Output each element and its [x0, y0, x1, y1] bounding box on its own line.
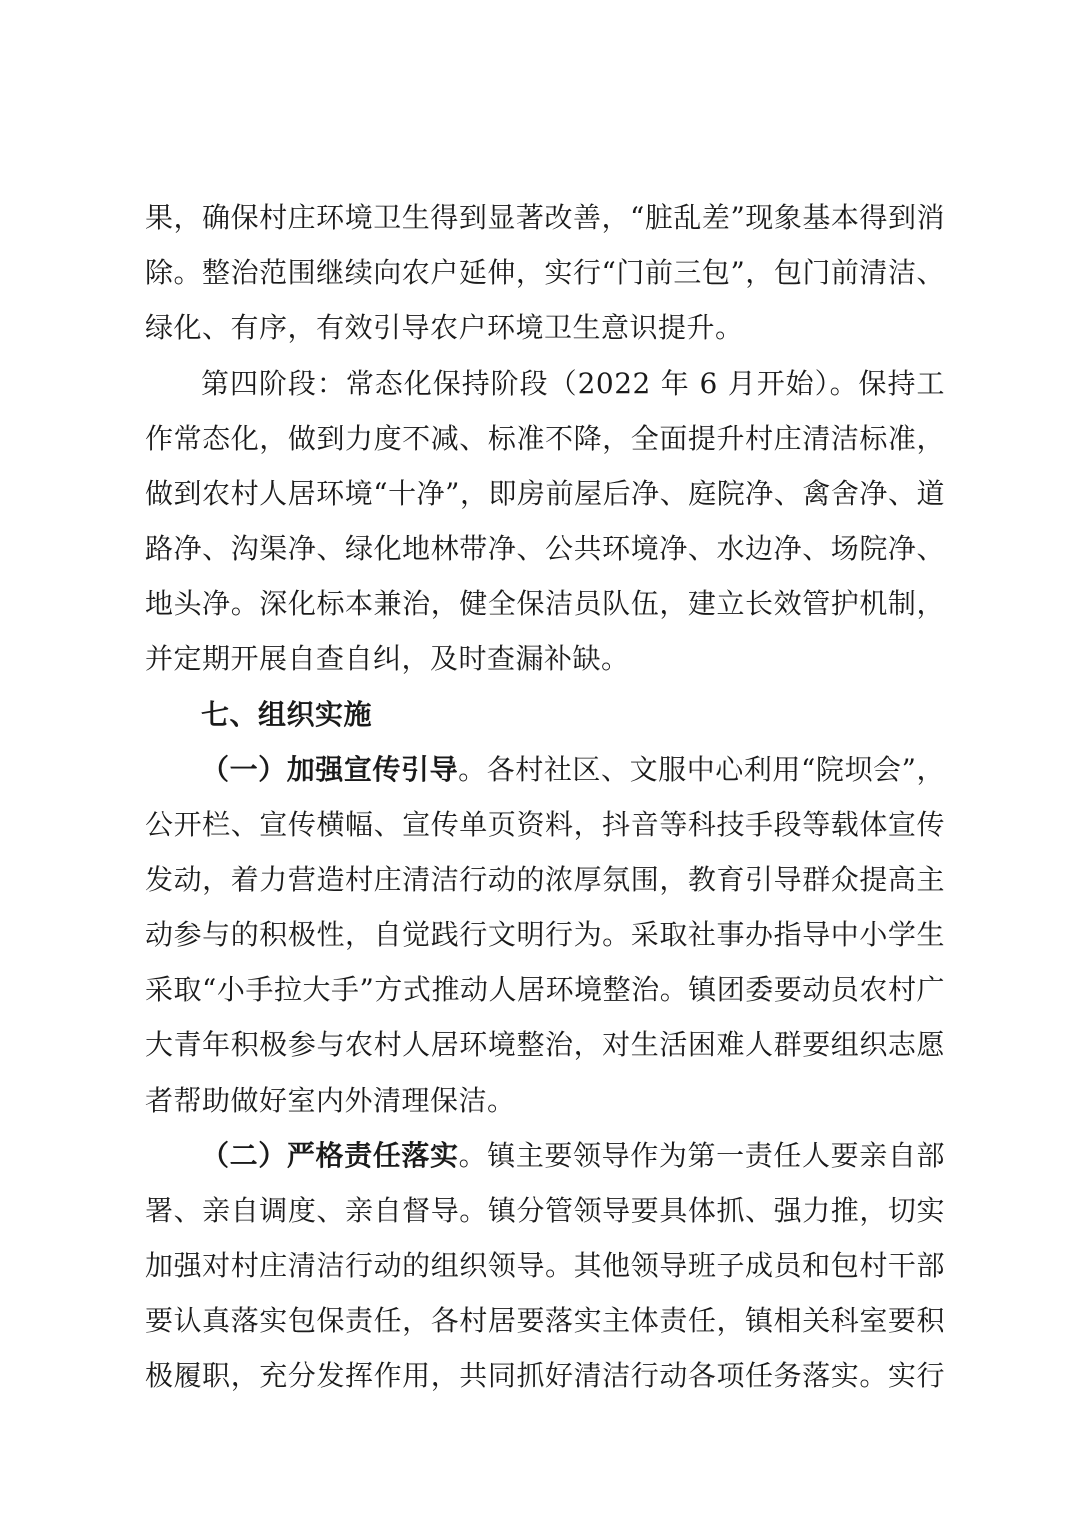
subsection-title: （一）加强宣传引导	[201, 753, 459, 786]
paragraph-text: 。镇主要领导作为第一责任人要亲自部	[458, 1139, 945, 1172]
paragraph-line: 加强对村庄清洁行动的组织领导。其他领导班子成员和包村干部	[145, 1249, 945, 1282]
paragraph-line: 署、亲自调度、亲自督导。镇分管领导要具体抓、强力推，切实	[145, 1194, 945, 1227]
paragraph-line: 绿化、有序，有效引导农户环境卫生意识提升。	[145, 311, 744, 344]
paragraph-line: 极履职，充分发挥作用，共同抓好清洁行动各项任务落实。实行	[145, 1359, 945, 1392]
paragraph-line: 公开栏、宣传横幅、宣传单页资料，抖音等科技手段等载体宣传	[145, 808, 945, 841]
paragraph-line: 果，确保村庄环境卫生得到显著改善，“脏乱差”现象基本得到消	[145, 201, 945, 234]
paragraph-line: 大青年积极参与农村人居环境整治，对生活困难人群要组织志愿	[145, 1028, 945, 1061]
paragraph-text: 。各村社区、文服中心利用“院坝会”，	[458, 753, 945, 786]
subsection-title: （二）严格责任落实	[201, 1139, 459, 1172]
paragraph-line: 做到农村人居环境“十净”，即房前屋后净、庭院净、禽舍净、道	[145, 477, 945, 510]
paragraph-line: 者帮助做好室内外清理保洁。	[145, 1084, 516, 1117]
paragraph-line: 作常态化，做到力度不减、标准不降，全面提升村庄清洁标准，	[145, 422, 945, 455]
paragraph-line: 除。整治范围继续向农户延伸，实行“门前三包”，包门前清洁、	[145, 256, 945, 289]
section-heading: 七、组织实施	[201, 698, 373, 731]
paragraph-line	[201, 1136, 945, 1176]
paragraph-line	[201, 750, 945, 790]
paragraph-line: 路净、沟渠净、绿化地林带净、公共环境净、水边净、场院净、	[145, 532, 945, 565]
paragraph-line: 发动，着力营造村庄清洁行动的浓厚氛围，教育引导群众提高主	[145, 863, 945, 896]
paragraph-line: 并定期开展自查自纠，及时查漏补缺。	[145, 642, 630, 675]
paragraph-line: 第四阶段：常态化保持阶段（2022 年 6 月开始）。保持工	[201, 367, 945, 400]
paragraph-line: 要认真落实包保责任，各村居要落实主体责任，镇相关科室要积	[145, 1304, 945, 1337]
paragraph-line: 采取“小手拉大手”方式推动人居环境整治。镇团委要动员农村广	[145, 973, 945, 1006]
paragraph-line: 地头净。深化标本兼治，健全保洁员队伍，建立长效管护机制，	[145, 587, 945, 620]
paragraph-line: 动参与的积极性，自觉践行文明行为。采取社事办指导中小学生	[145, 918, 945, 951]
